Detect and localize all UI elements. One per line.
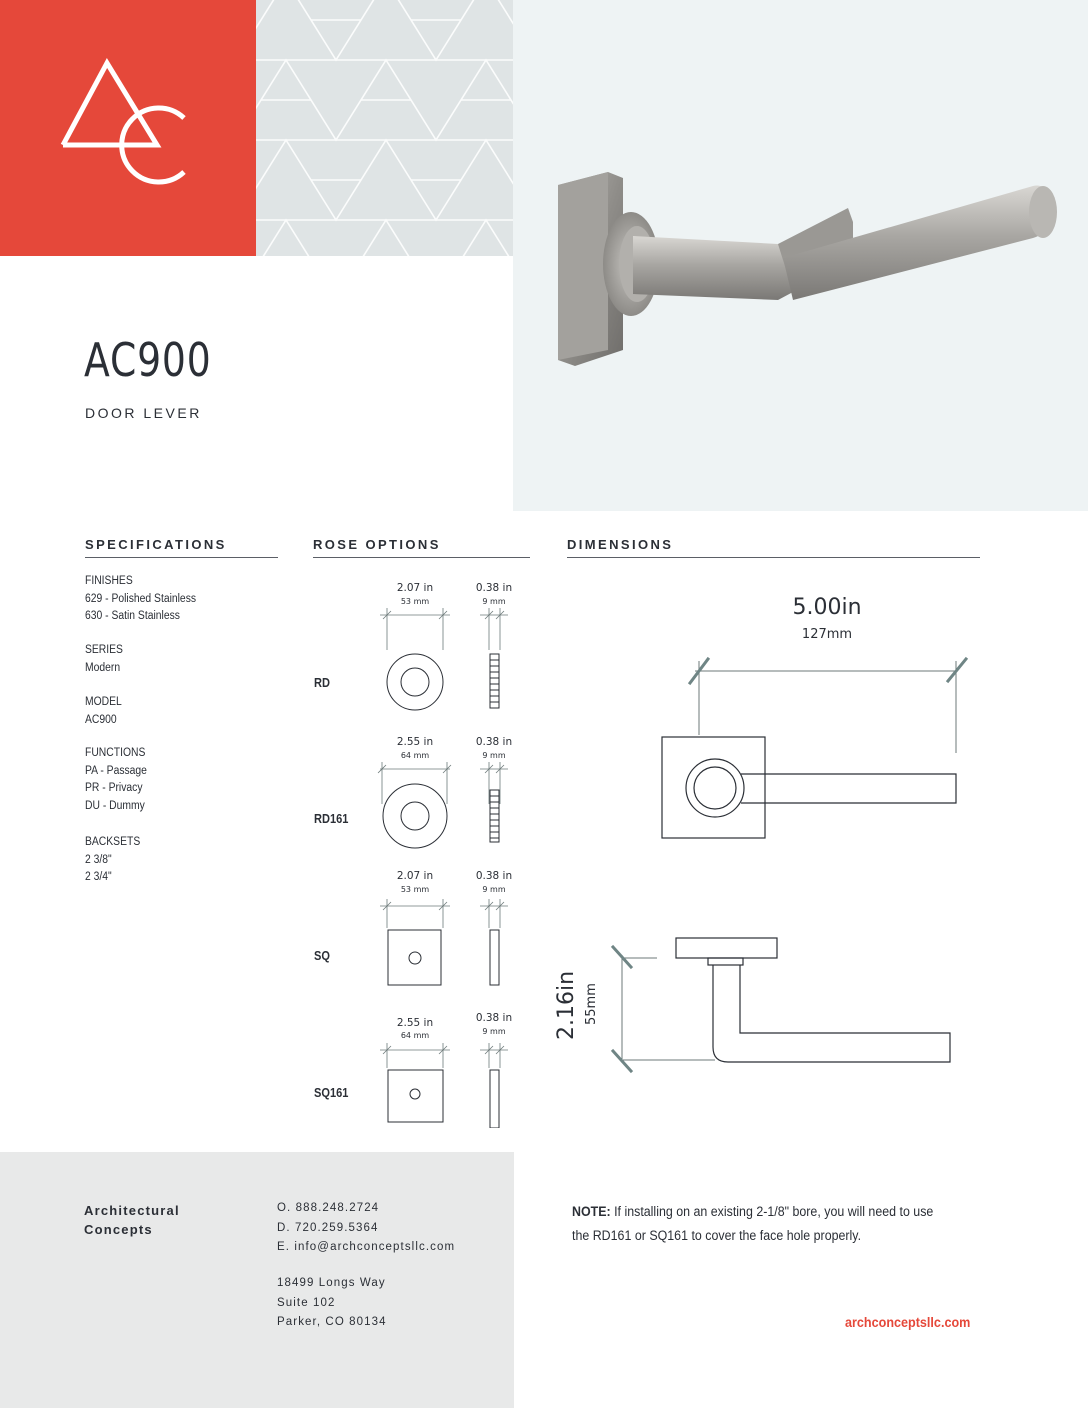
product-subtitle: DOOR LEVER xyxy=(85,405,202,421)
spec-series xyxy=(85,642,123,677)
address-block xyxy=(277,1274,387,1333)
spec-label: MODEL xyxy=(85,696,122,708)
note-label: NOTE: xyxy=(572,1204,611,1219)
rose-drawing-sq161 xyxy=(370,1008,530,1128)
sq161-width-in: 2.55 in xyxy=(396,1017,434,1029)
rose-label-rd161: RD161 xyxy=(314,811,349,826)
rd161-depth-mm: 9 mm xyxy=(482,751,506,760)
rose-options-heading: ROSE OPTIONS xyxy=(313,537,530,558)
footer-panel xyxy=(0,1152,514,1408)
contact-block xyxy=(277,1199,455,1258)
direct-phone[interactable]: D. 720.259.5364 xyxy=(277,1221,379,1234)
email-link[interactable]: E. info@archconceptsllc.com xyxy=(277,1241,456,1253)
address-line-1: 18499 Longs Way xyxy=(277,1277,386,1289)
rd-depth-in: 0.38 in xyxy=(475,582,513,594)
spec-item: PR - Privacy xyxy=(85,782,143,794)
rd-width-mm: 53 mm xyxy=(400,597,430,606)
sq-depth-mm: 9 mm xyxy=(482,885,506,894)
spec-label: FUNCTIONS xyxy=(85,747,146,759)
pattern-art xyxy=(256,0,513,256)
sq161-width-mm: 64 mm xyxy=(400,1031,430,1040)
spec-label: FINISHES xyxy=(85,575,133,587)
specifications-heading: SPECIFICATIONS xyxy=(85,537,278,558)
rose-label-sq: SQ xyxy=(314,948,330,963)
spec-item: AC900 xyxy=(85,713,117,726)
spec-item: 630 - Satin Stainless xyxy=(85,610,180,622)
rd-depth-mm: 9 mm xyxy=(482,597,506,606)
length-inches: 5.00in xyxy=(792,595,862,620)
rose-drawing-rd161 xyxy=(370,732,530,852)
rose-drawing-sq xyxy=(370,866,530,991)
company-name xyxy=(84,1201,180,1239)
spec-item: Modern xyxy=(85,661,121,674)
length-mm: 127mm xyxy=(801,627,853,642)
website-link[interactable]: archconceptsllc.com xyxy=(845,1314,971,1330)
note-text: If installing on an existing 2-1/8" bore, you will need to use the RD161 or SQ161 to cover the face hole properly. xyxy=(572,1204,934,1243)
spec-label: SERIES xyxy=(85,644,123,656)
install-note xyxy=(572,1200,949,1248)
rd-width-in: 2.07 in xyxy=(396,582,434,594)
spec-model xyxy=(85,694,122,729)
spec-functions xyxy=(85,745,147,815)
sq161-depth-in: 0.38 in xyxy=(475,1012,513,1024)
rd161-width-mm: 64 mm xyxy=(400,751,430,760)
spec-finishes xyxy=(85,573,196,626)
dimensions-drawing xyxy=(545,585,985,1085)
spec-label: BACKSETS xyxy=(85,836,141,848)
spec-item: 629 - Polished Stainless xyxy=(85,592,197,605)
rose-label-sq161: SQ161 xyxy=(314,1085,349,1100)
rd161-depth-in: 0.38 in xyxy=(475,736,513,748)
company-line-2: Concepts xyxy=(84,1222,153,1237)
spec-item: 2 3/8" xyxy=(85,853,112,866)
height-mm: 55mm xyxy=(584,983,599,1025)
company-line-1: Architectural xyxy=(84,1203,180,1218)
spec-item: PA - Passage xyxy=(85,764,147,777)
office-phone[interactable]: O. 888.248.2724 xyxy=(277,1202,380,1214)
address-line-3: Parker, CO 80134 xyxy=(277,1316,387,1328)
spec-backsets xyxy=(85,834,140,887)
sq-width-in: 2.07 in xyxy=(396,870,434,882)
sq-depth-in: 0.38 in xyxy=(475,870,513,882)
dimensions-heading: DIMENSIONS xyxy=(567,537,980,558)
address-line-2: Suite 102 xyxy=(277,1296,336,1309)
height-inches: 2.16in xyxy=(554,970,579,1040)
ac-logo xyxy=(0,0,256,256)
geometric-pattern xyxy=(256,0,513,256)
sq-width-mm: 53 mm xyxy=(400,885,430,894)
rose-label-rd: RD xyxy=(314,675,330,690)
product-code: AC900 xyxy=(84,333,212,387)
sq161-depth-mm: 9 mm xyxy=(482,1027,506,1036)
spec-item: 2 3/4" xyxy=(85,871,112,883)
logo-panel xyxy=(0,0,256,256)
door-lever-image xyxy=(513,0,1088,511)
product-photo xyxy=(513,0,1088,511)
spec-item: DU - Dummy xyxy=(85,799,145,812)
rd161-width-in: 2.55 in xyxy=(396,736,434,748)
rose-drawing-rd xyxy=(370,578,530,713)
